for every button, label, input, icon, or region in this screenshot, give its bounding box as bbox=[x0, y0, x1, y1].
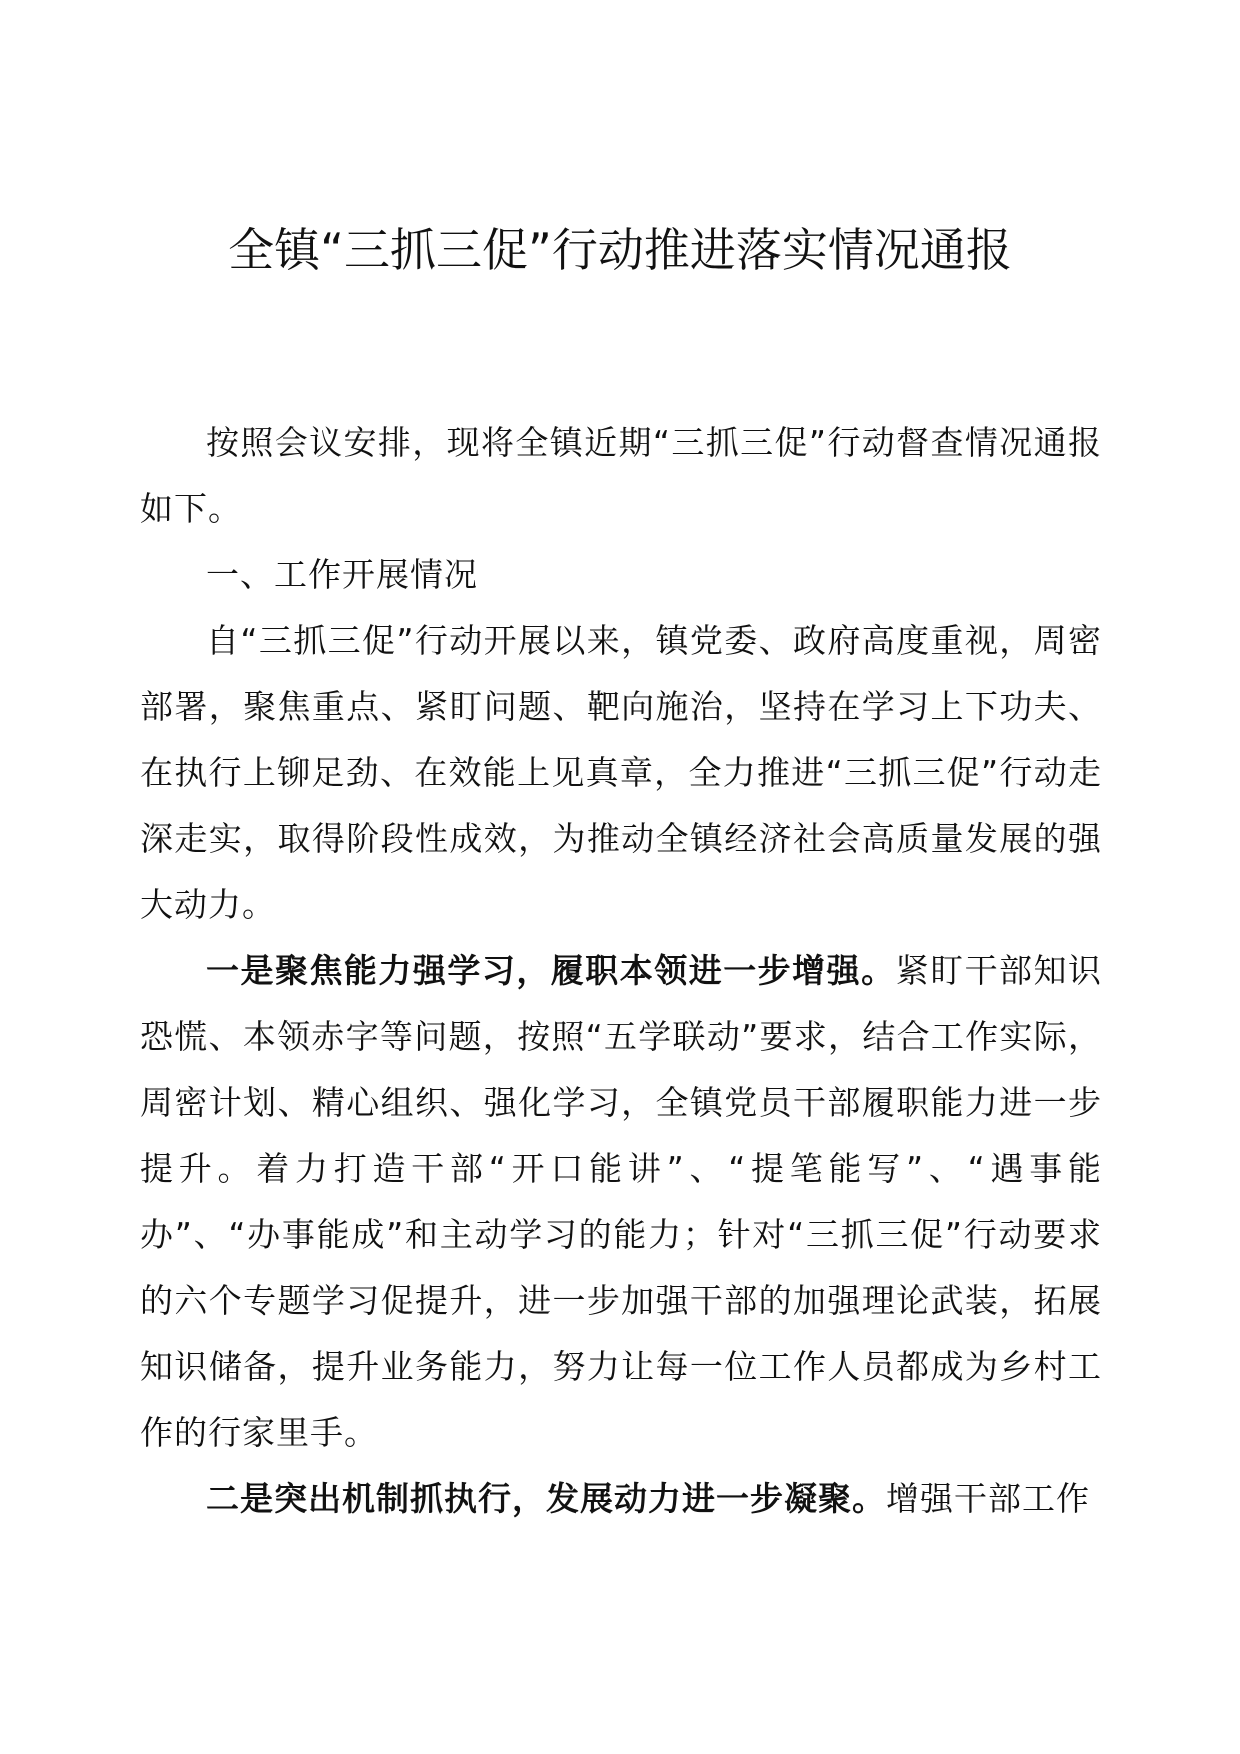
intro-paragraph: 按照会议安排，现将全镇近期“三抓三促”行动督查情况通报如下。 bbox=[140, 423, 1102, 528]
point-1-lead: 一是聚焦能力强学习，履职本领进一步增强。 bbox=[206, 951, 896, 990]
point-2-lead: 二是突出机制抓执行，发展动力进一步凝聚。 bbox=[206, 1479, 886, 1518]
document-body bbox=[140, 410, 1102, 1532]
point-2-paragraph bbox=[140, 1466, 1102, 1532]
section-heading: 一、工作开展情况 bbox=[206, 555, 478, 594]
point-1-text: 紧盯干部知识恐慌、本领赤字等问题，按照“五学联动”要求，结合工作实际，周密计划、精心组织、强化学习，全镇党员干部履职能力进一步提升。着力打造干部“开口能讲”、“提笔能写”、“遇事能办”、“办事能成”和主动学习的能力；针对“三抓三促”行动要求的六个专题学习促提升，进一步加强干部的加强理论武装，拓展知识储备，提升业务能力，努力让每一位工作人员都成为乡村工作的行家里手。 bbox=[140, 951, 1103, 1452]
section-paragraph: 自“三抓三促”行动开展以来，镇党委、政府高度重视，周密部署，聚焦重点、紧盯问题、靶向施治，坚持在学习上下功夫、在执行上铆足劲、在效能上见真章，全力推进“三抓三促”行动走深走实，取得阶段性成效，为推动全镇经济社会高质量发展的强大动力。 bbox=[140, 621, 1102, 924]
document-title: 全镇“三抓三促”行动推进落实情况通报 bbox=[228, 223, 1012, 277]
point-2-text: 增强干部工作 bbox=[886, 1479, 1090, 1518]
point-1-paragraph bbox=[140, 938, 1102, 1466]
